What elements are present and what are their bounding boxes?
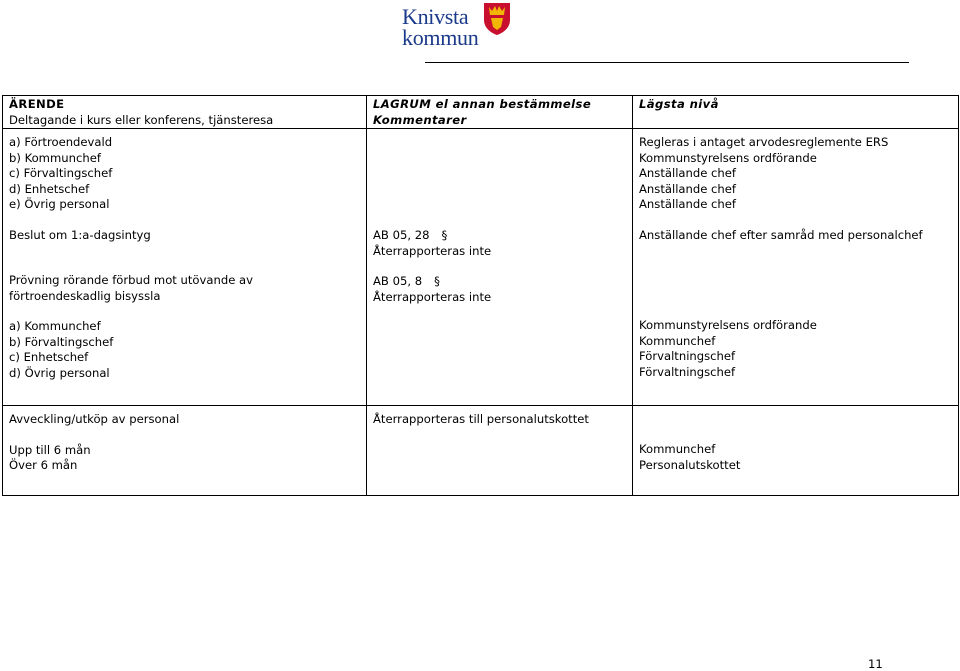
row2-level: Anställande chef efter samråd med personalchef (639, 227, 923, 242)
header-rule (425, 62, 909, 63)
header-arende-cell (3, 96, 367, 129)
row4-lagrum (367, 406, 633, 496)
list-item: c) Förvaltingschef (9, 166, 113, 180)
row2-lagrum: AB 05, 28 (373, 228, 430, 242)
list-item: Anställande chef (639, 181, 736, 196)
header-arende: ÄRENDE (9, 97, 65, 111)
row3-comment: Återrapporteras inte (373, 289, 492, 304)
list-item: c) Enhetschef (9, 350, 89, 364)
header-kommentarer: Kommentarer (373, 112, 467, 127)
table-row (3, 406, 959, 496)
header-niva: Lägsta nivå (639, 97, 719, 111)
row1-arende (3, 129, 367, 406)
row1-niva (633, 129, 959, 406)
list-item: Upp till 6 mån (9, 442, 91, 457)
list-item: Regleras i antaget arvodesreglemente ERS (639, 135, 889, 149)
list-item: e) Övrig personal (9, 197, 110, 211)
page-number: 11 (868, 657, 883, 671)
list-item: Personalutskottet (639, 457, 741, 472)
crest-icon (482, 2, 512, 36)
row2-title: Beslut om 1:a-dagsintyg (9, 227, 151, 242)
list-item: Anställande chef (639, 166, 736, 180)
list-item: d) Övrig personal (9, 365, 110, 380)
list-item: Kommunstyrelsens ordförande (639, 150, 817, 165)
knivsta-kommun-logo (402, 2, 514, 52)
header-lagrum-cell (367, 96, 633, 129)
row2-comment: Återrapporteras inte (373, 243, 492, 258)
list-item: Anställande chef (639, 197, 736, 211)
header-niva-cell (633, 96, 959, 129)
section-sign-icon: § (434, 274, 440, 288)
row4-title: Avveckling/utköp av personal (9, 412, 180, 426)
delegation-table (2, 95, 959, 496)
list-item: b) Förvaltingschef (9, 334, 114, 349)
row1-lagrum (367, 129, 633, 406)
row3-title-line2: förtroendeskadlig bisyssla (9, 288, 161, 303)
header-lagrum: LAGRUM el annan bestämmelse (373, 97, 592, 111)
list-item: a) Kommunchef (9, 319, 101, 333)
logo-line-2: kommun (402, 25, 479, 50)
list-item: Över 6 mån (9, 458, 78, 472)
logo-line-1: Knivsta (402, 4, 469, 29)
row3-title-line1: Prövning rörande förbud mot utövande av (9, 273, 253, 287)
logo-wordmark (402, 6, 478, 48)
list-item: a) Förtroendevald (9, 135, 113, 149)
list-item: Kommunchef (639, 442, 716, 456)
row4-niva (633, 406, 959, 496)
list-item: d) Enhetschef (9, 181, 90, 196)
list-item: Kommunstyrelsens ordförande (639, 318, 817, 332)
list-item: Förvaltningschef (639, 364, 736, 379)
list-item: Kommunchef (639, 333, 716, 348)
table-header-row (3, 96, 959, 129)
row4-arende (3, 406, 367, 496)
list-item: Förvaltningschef (639, 349, 736, 363)
row4-comment: Återrapporteras till personalutskottet (373, 412, 589, 426)
table-row (3, 129, 959, 406)
list-item: b) Kommunchef (9, 150, 101, 165)
row3-lagrum: AB 05, 8 (373, 274, 423, 288)
section-sign-icon: § (441, 228, 448, 242)
row1-title: Deltagande i kurs eller konferens, tjänsteresa (9, 112, 274, 127)
